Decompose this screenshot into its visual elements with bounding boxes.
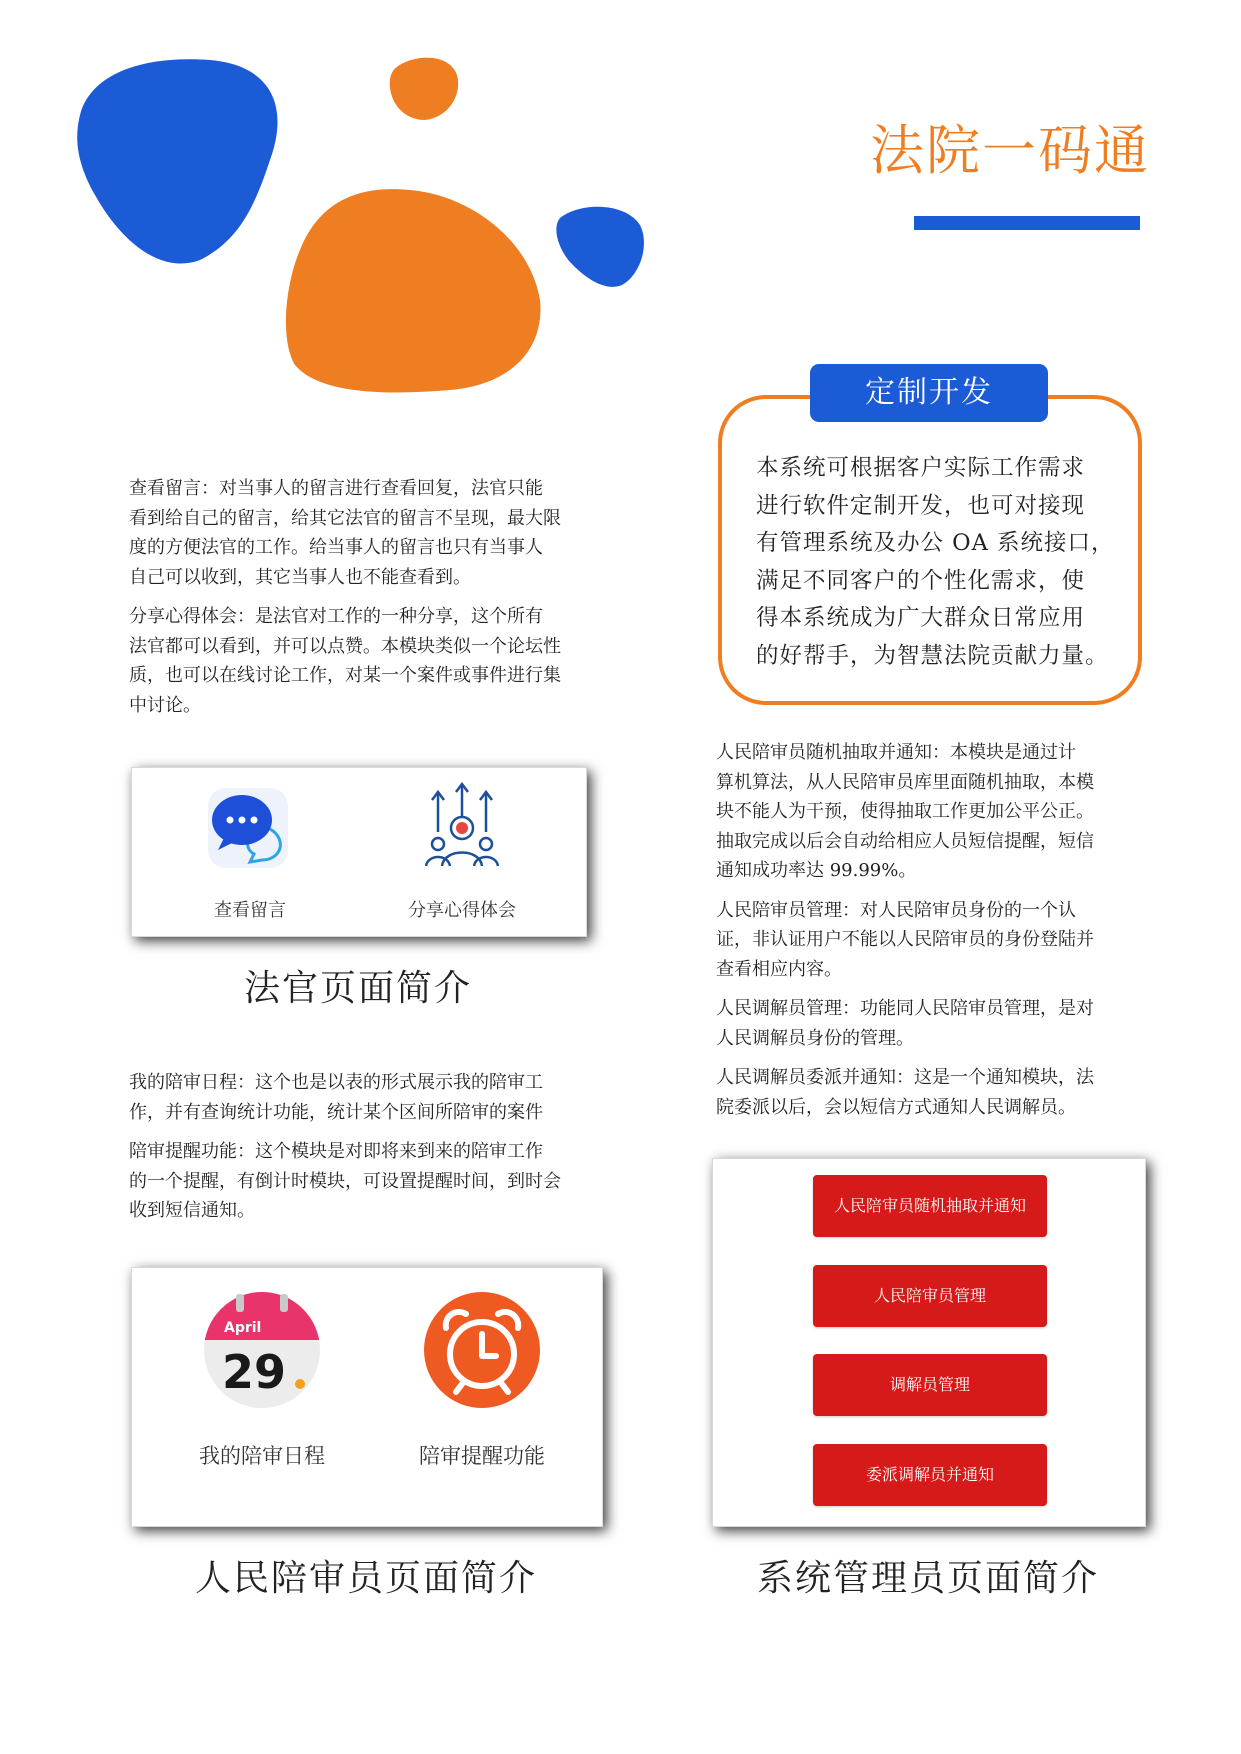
text-line: 人民陪审员管理：对人民陪审员身份的一个认: [716, 899, 1076, 921]
custom-dev-line: 本系统可根据客户实际工作需求: [756, 455, 1086, 481]
calendar-day: 29: [222, 1345, 287, 1399]
text-line: 质，也可以在线讨论工作，对某一个案件或事件进行集: [129, 665, 561, 686]
card-label-messages[interactable]: 查看留言: [214, 900, 286, 921]
text-line: 自己可以收到，其它当事人也不能查看到。: [129, 566, 471, 588]
juror-caption: 人民陪审员页面简介: [194, 1558, 537, 1599]
juror-paragraph-reminder: [129, 1137, 619, 1226]
text-line: 人民调解员管理：功能同人民陪审员管理，是对: [716, 998, 1094, 1019]
text-line: 作，并有查询统计功能，统计某个区间所陪审的案件: [129, 1101, 543, 1123]
juror-app-card: [131, 1267, 603, 1527]
text-line: 人民调解员身份的管理。: [716, 1027, 914, 1049]
custom-dev-line: 有管理系统及办公 OA 系统接口，: [756, 530, 1115, 556]
text-line: 看到给自己的留言，给其它法官的留言不呈现，最大限: [129, 507, 561, 529]
text-line: 陪审提醒功能：这个模块是对即将来到来的陪审工作: [129, 1141, 543, 1162]
judge-description: [129, 474, 619, 730]
page-title: 法院一码通: [870, 119, 1150, 182]
text-line: 分享心得体会：是法官对工作的一种分享，这个所有: [129, 606, 543, 627]
orange-blob-large: [286, 189, 541, 392]
blue-blob-large: [77, 59, 277, 263]
text-line: 查看相应内容。: [716, 958, 842, 980]
text-line: 块不能人为干预，使得抽取工作更加公平公正。: [716, 801, 1094, 822]
text-line: 收到短信通知。: [129, 1200, 255, 1221]
custom-dev-line: 满足不同客户的个性化需求，使: [756, 567, 1086, 594]
judge-app-card: [131, 767, 587, 937]
text-line: 人民调解员委派并通知：这是一个通知模块，法: [716, 1067, 1094, 1088]
custom-dev-tag: 定制开发: [810, 364, 1048, 422]
text-line: 抽取完成以后会自动给相应人员短信提醒，短信: [716, 830, 1094, 852]
text-line: 的一个提醒，有倒计时模块，可设置提醒时间，到时会: [129, 1170, 561, 1192]
admin-app-card: [712, 1158, 1146, 1527]
text-line: 度的方便法官的工作。给当事人的留言也只有当事人: [129, 537, 543, 558]
admin-paragraph-juror-mgmt: [716, 896, 1136, 985]
judge-paragraph-share: [129, 602, 619, 720]
title-underline: [914, 216, 1140, 230]
text-line: 我的陪审日程：这个也是以表的形式展示我的陪审工: [129, 1072, 543, 1093]
mediator-management-button[interactable]: 调解员管理: [813, 1354, 1047, 1416]
custom-dev-line: 进行软件定制开发，也可对接现: [756, 492, 1086, 519]
text-line: 查看留言：对当事人的留言进行查看回复，法官只能: [129, 478, 543, 499]
assign-mediator-button[interactable]: 委派调解员并通知: [813, 1444, 1047, 1506]
custom-dev-line: 的好帮手，为智慧法院贡献力量。: [756, 642, 1109, 669]
text-line: 人民陪审员随机抽取并通知：本模块是通过计: [716, 742, 1076, 763]
orange-blob-small: [390, 58, 458, 120]
decorative-blobs: [0, 0, 660, 400]
text-line: 算机算法，从人民陪审员库里面随机抽取，本模: [716, 771, 1094, 793]
alarm-clock-icon[interactable]: [422, 1290, 542, 1410]
text-line: 通知成功率达 99.99%。: [716, 860, 917, 881]
card-label-share[interactable]: 分享心得体会: [408, 900, 516, 921]
chat-bubble-icon[interactable]: [206, 786, 290, 870]
text-line: 中讨论。: [129, 694, 201, 716]
juror-paragraph-schedule: [129, 1068, 619, 1127]
card-label-reminder[interactable]: 陪审提醒功能: [419, 1444, 545, 1468]
admin-description: [716, 738, 1136, 1132]
custom-dev-line: 得本系统成为广大群众日常应用: [756, 605, 1086, 631]
text-line: 法官都可以看到，并可以点赞。本模块类似一个论坛性: [129, 635, 561, 657]
juror-description: [129, 1068, 619, 1236]
judge-caption: 法官页面简介: [243, 968, 472, 1009]
custom-dev-text: [756, 450, 1118, 675]
text-line: 证，非认证用户不能以人民陪审员的身份登陆并: [716, 929, 1094, 950]
card-label-schedule[interactable]: 我的陪审日程: [199, 1444, 325, 1468]
random-select-button[interactable]: 人民陪审员随机抽取并通知: [813, 1175, 1047, 1237]
blue-blob-small: [556, 207, 644, 287]
text-line: 院委派以后，会以短信方式通知人民调解员。: [716, 1096, 1076, 1118]
juror-management-button[interactable]: 人民陪审员管理: [813, 1265, 1047, 1327]
admin-paragraph-random: [716, 738, 1136, 886]
calendar-icon[interactable]: [202, 1290, 322, 1410]
share-people-icon[interactable]: [422, 782, 502, 868]
admin-paragraph-assign: [716, 1063, 1136, 1122]
judge-paragraph-messages: [129, 474, 619, 592]
calendar-month: April: [224, 1320, 262, 1336]
admin-paragraph-mediator-mgmt: [716, 994, 1136, 1053]
admin-caption: 系统管理员页面简介: [756, 1558, 1099, 1599]
